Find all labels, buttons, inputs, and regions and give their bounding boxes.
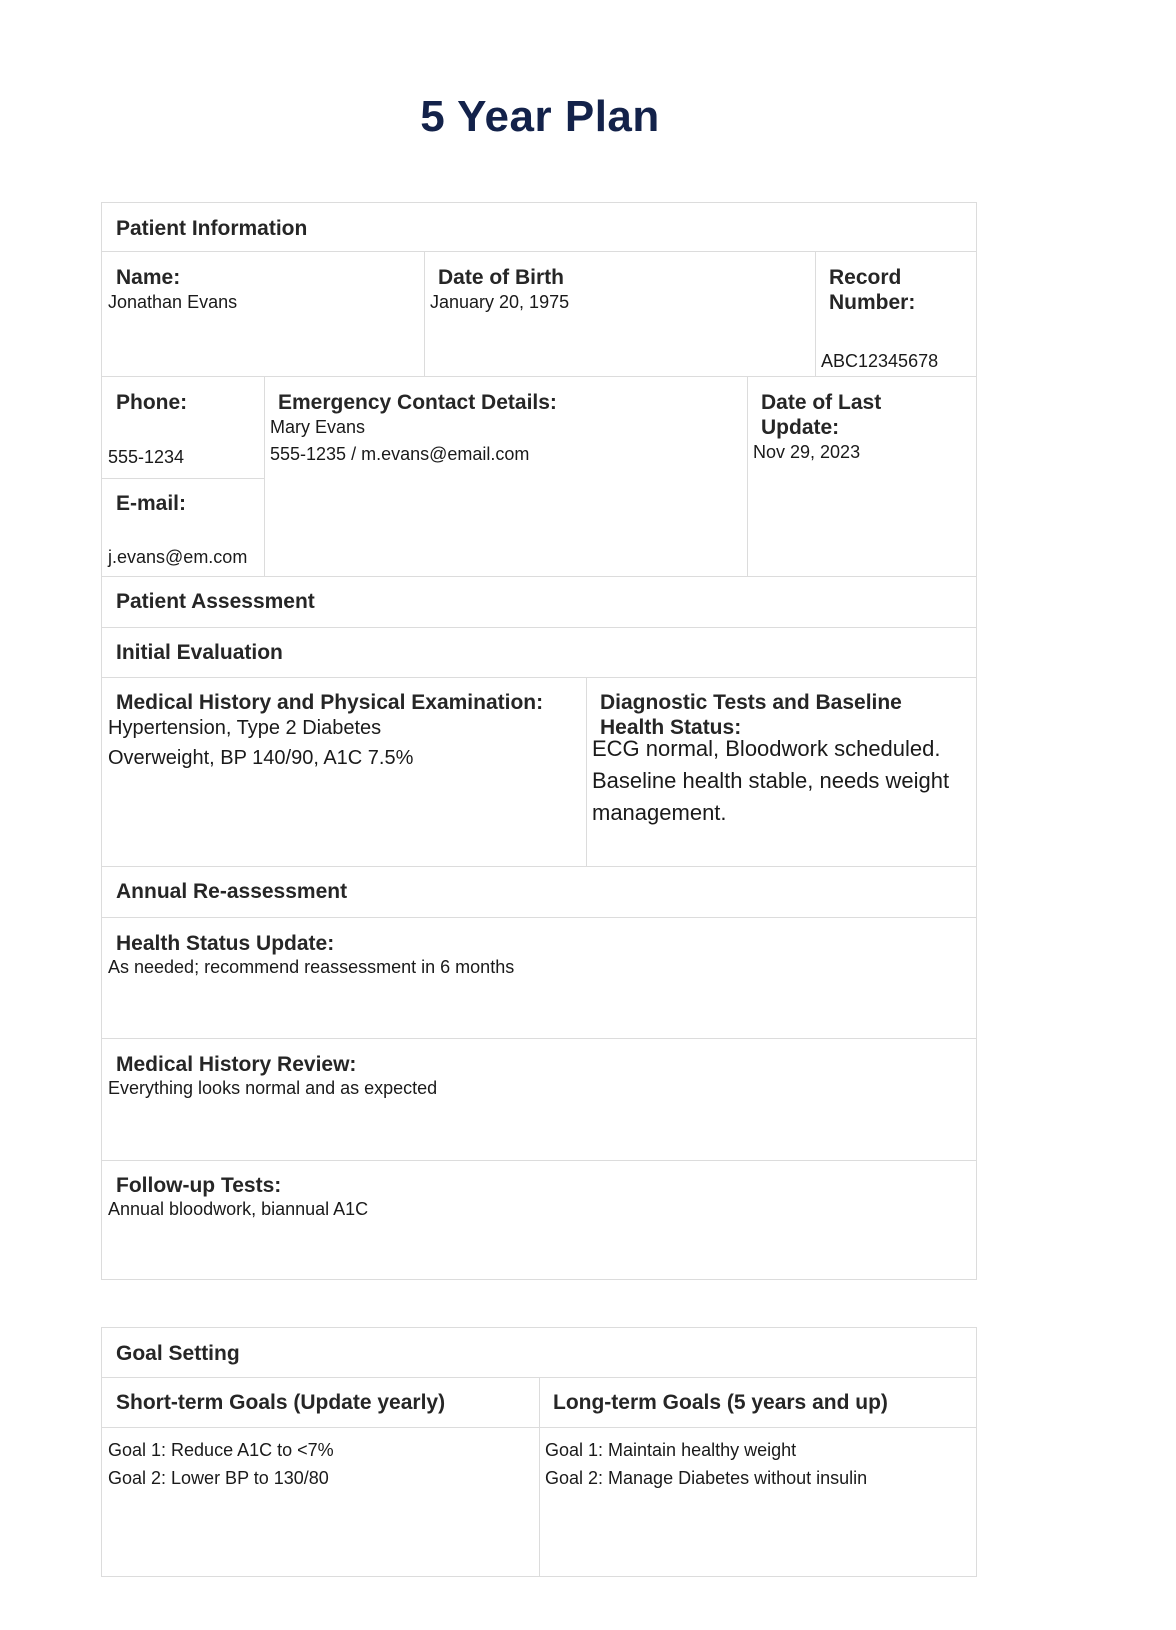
health-status-label: Health Status Update: bbox=[116, 932, 335, 955]
divider bbox=[102, 677, 976, 678]
last-update-label: Date of Last Update: bbox=[761, 391, 882, 439]
medical-history-review-value: Everything looks normal and as expected bbox=[108, 1078, 438, 1098]
diagnostic-tests-value: ECG normal, Bloodwork scheduled. Baseline health stable, needs weight management. bbox=[592, 736, 950, 825]
email-label: E-mail: bbox=[116, 492, 187, 515]
page-title: 5 Year Plan bbox=[420, 92, 660, 141]
email-value: j.evans@em.com bbox=[108, 547, 248, 567]
phone-value: 555-1234 bbox=[108, 447, 185, 467]
dob-value: January 20, 1975 bbox=[430, 292, 570, 312]
divider bbox=[747, 376, 748, 576]
short-term-goal: Goal 1: Reduce A1C to <7% bbox=[108, 1440, 334, 1460]
divider bbox=[102, 627, 976, 628]
follow-up-tests-value: Annual bloodwork, biannual A1C bbox=[108, 1199, 369, 1219]
health-status-value: As needed; recommend reassessment in 6 months bbox=[108, 957, 515, 977]
goal-setting-table bbox=[101, 1327, 977, 1577]
record-number-label: Record Number: bbox=[829, 266, 916, 314]
short-term-goal: Goal 2: Lower BP to 130/80 bbox=[108, 1468, 329, 1488]
record-number-value: ABC12345678 bbox=[821, 351, 939, 371]
divider bbox=[102, 376, 976, 377]
dob-label: Date of Birth bbox=[438, 266, 564, 289]
short-term-goals-header: Short-term Goals (Update yearly) bbox=[116, 1391, 446, 1414]
patient-assessment-table bbox=[101, 202, 977, 1280]
follow-up-tests-label: Follow-up Tests: bbox=[116, 1174, 282, 1197]
divider bbox=[539, 1377, 540, 1576]
patient-information-header: Patient Information bbox=[116, 217, 308, 240]
divider bbox=[815, 251, 816, 376]
divider bbox=[102, 1160, 976, 1161]
initial-evaluation-header: Initial Evaluation bbox=[116, 641, 283, 664]
patient-assessment-header: Patient Assessment bbox=[116, 590, 315, 613]
annual-reassessment-header: Annual Re-assessment bbox=[116, 880, 348, 903]
divider bbox=[102, 251, 976, 252]
medical-history-review-label: Medical History Review: bbox=[116, 1053, 357, 1076]
phone-label: Phone: bbox=[116, 391, 188, 414]
divider bbox=[424, 251, 425, 376]
name-value: Jonathan Evans bbox=[108, 292, 238, 312]
emergency-contact-name: Mary Evans bbox=[270, 417, 366, 437]
goal-setting-header: Goal Setting bbox=[116, 1342, 240, 1365]
divider bbox=[102, 1038, 976, 1039]
divider bbox=[102, 917, 976, 918]
long-term-goals-header: Long-term Goals (5 years and up) bbox=[553, 1391, 888, 1414]
medical-history-line: Hypertension, Type 2 Diabetes bbox=[108, 717, 382, 739]
divider bbox=[586, 677, 587, 866]
long-term-goal: Goal 2: Manage Diabetes without insulin bbox=[545, 1468, 868, 1488]
divider bbox=[102, 576, 976, 577]
medical-history-label: Medical History and Physical Examination: bbox=[116, 691, 544, 714]
long-term-goal: Goal 1: Maintain healthy weight bbox=[545, 1440, 797, 1460]
medical-history-line: Overweight, BP 140/90, A1C 7.5% bbox=[108, 747, 414, 769]
divider bbox=[102, 478, 264, 479]
diagnostic-tests-label: Diagnostic Tests and Baseline Health Status: bbox=[600, 691, 902, 739]
divider bbox=[102, 866, 976, 867]
emergency-contact-label: Emergency Contact Details: bbox=[278, 391, 557, 414]
divider bbox=[264, 376, 265, 576]
emergency-contact-details: 555-1235 / m.evans@email.com bbox=[270, 444, 530, 464]
last-update-value: Nov 29, 2023 bbox=[753, 442, 861, 462]
name-label: Name: bbox=[116, 266, 181, 289]
